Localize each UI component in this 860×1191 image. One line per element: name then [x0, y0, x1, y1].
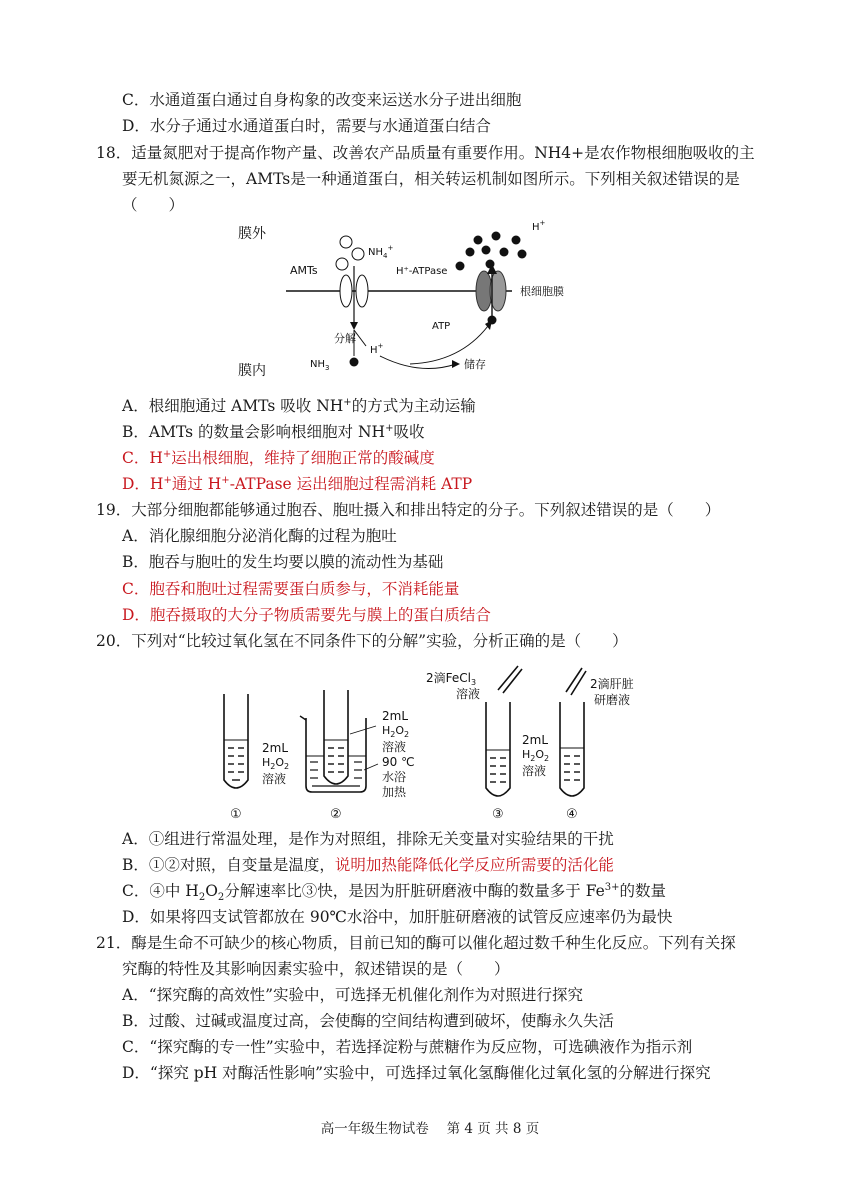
- svg-text:2mL: 2mL: [382, 709, 409, 723]
- outside-label: 膜外: [238, 226, 266, 242]
- nh3-label: $NH_3$: [310, 359, 330, 372]
- svg-text:2mL: 2mL: [262, 741, 289, 755]
- tube-3-label: ③: [492, 807, 504, 822]
- decompose-label: 分解: [334, 332, 356, 345]
- tube-1-label: ①: [230, 807, 242, 822]
- q18-stem-line2: 要无机氮源之一，AMTs是一种通道蛋白，相关转运机制如图所示。下列相关叙述错误的是: [122, 170, 740, 188]
- q21-stem-line2: 究酶的特性及其影响因素实验中，叙述错误的是（ ）: [122, 960, 510, 978]
- inside-label: 膜内: [238, 363, 266, 379]
- liver-dropper: [566, 668, 586, 695]
- q17-option-d: D．水分子通过水通道蛋白时，需要与水通道蛋白结合: [122, 117, 491, 135]
- q18-option-b: B．AMTs 的数量会影响根细胞对 NH+吸收: [122, 422, 425, 441]
- q21-option-d: D．“探究 pH 对酶活性影响”实验中，可选择过氧化氢酶催化过氧化氢的分解进行探究: [122, 1064, 711, 1082]
- q21-option-a: A．“探究酶的高效性”实验中，可选择无机催化剂作为对照进行探究: [122, 986, 584, 1004]
- amts-arrowhead: [350, 322, 358, 330]
- svg-text:2mL: 2mL: [522, 733, 549, 747]
- svg-text:H2O2: $H_2O_2$: [262, 756, 290, 771]
- svg-text:溶液: 溶液: [522, 764, 547, 778]
- q18-option-d: D．H+通过 H+-ATPase 运出细胞过程需消耗 ATP: [122, 474, 473, 493]
- svg-text:研磨液: 研磨液: [594, 693, 631, 707]
- q20-option-c: C．④中 $H_2O_2$分解速率比③快，是因为肝脏研磨液中酶的数量多于 $Fe^{3+}$的数量: [122, 881, 667, 904]
- svg-text:2滴FeCl3: 2滴FeCl$_3$: [426, 671, 477, 687]
- amts-channel-left: [340, 275, 352, 307]
- amts-label: AMTs: [290, 264, 318, 277]
- q18-stem-line1: 18．适量氮肥对于提高作物产量、改善农产品质量有重要作用。NH4+是农作物根细胞吸收的主: [96, 144, 755, 162]
- q17-option-c: C．水通道蛋白通过自身构象的改变来运送水分子进出细胞: [122, 91, 522, 109]
- q20-option-a: A．①组进行常温处理，是作为对照组，排除无关变量对实验结果的干扰: [122, 830, 614, 848]
- tube-2-label: ②: [330, 807, 342, 822]
- bath-temp: 90 ℃: [382, 755, 415, 769]
- membrane-transport-diagram: [230, 214, 590, 386]
- svg-text:溶液: 溶液: [456, 687, 481, 701]
- atp-label: ATP: [432, 321, 451, 332]
- q19-option-d: D．胞吞摄取的大分子物质需要先与膜上的蛋白质结合: [122, 606, 491, 624]
- tube-4-label: ④: [566, 807, 578, 822]
- nh4-label: $NH_4^+$: [368, 244, 394, 260]
- q21-option-b: B．过酸、过碱或温度过高，会使酶的空间结构遭到破坏，使酶永久失活: [122, 1012, 614, 1030]
- svg-text:溶液: 溶液: [262, 772, 287, 786]
- q19-option-a: A．消化腺细胞分泌消化酶的过程为胞吐: [122, 527, 397, 545]
- membrane-label: 根细胞膜: [520, 285, 564, 298]
- page-footer: 高一年级生物试卷 第 4 页 共 8 页: [320, 1121, 540, 1137]
- test-tube-experiment-diagram: [200, 660, 660, 826]
- q20-option-d: D．如果将四支试管都放在 90℃水浴中，加肝脏研磨液的试管反应速率仍为最快: [122, 908, 673, 926]
- tube-1: [224, 694, 248, 788]
- q21-option-c: C．“探究酶的专一性”实验中，若选择淀粉与蔗糖作为反应物，可选碘液作为指示剂: [122, 1038, 693, 1056]
- outside-hplus-label: H+: [532, 219, 546, 233]
- tube-3: [486, 702, 510, 796]
- svg-text:水浴: 水浴: [382, 770, 407, 784]
- q20-option-b: B．①②对照，自变量是温度，说明加热能降低化学反应所需要的活化能: [122, 856, 614, 874]
- tube-2: [324, 690, 348, 784]
- q18-stem-line3: （ ）: [122, 196, 185, 214]
- svg-text:2滴肝脏: 2滴肝脏: [590, 677, 634, 691]
- nh4-particle: [352, 248, 364, 260]
- q20-stem: 20．下列对“比较过氧化氢在不同条件下的分解”实验，分析正确的是（ ）: [96, 632, 628, 650]
- svg-text:溶液: 溶液: [382, 740, 407, 754]
- q19-stem: 19．大部分细胞都能够通过胞吞、胞吐摄入和排出特定的分子。下列叙述错误的是（ ）: [96, 501, 721, 519]
- nh4-particle: [336, 258, 348, 270]
- amts-channel-right: [356, 275, 368, 307]
- q19-option-c: C．胞吞和胞吐过程需要蛋白质参与，不消耗能量: [122, 580, 460, 598]
- store-label: 储存: [464, 358, 486, 371]
- q19-option-b: B．胞吞与胞吐的发生均要以膜的流动性为基础: [122, 553, 444, 571]
- q18-option-a: A．根细胞通过 AMTs 吸收 NH+的方式为主动运输: [122, 396, 476, 415]
- tube-4: [560, 702, 584, 796]
- svg-text:H2O2: $H_2O_2$: [522, 748, 550, 763]
- q21-stem-line1: 21．酶是生命不可缺少的核心物质，目前已知的酶可以催化超过数千种生化反应。下列有关探: [96, 934, 736, 952]
- atpase-label: H⁺-ATPase: [396, 266, 448, 277]
- svg-text:加热: 加热: [382, 785, 407, 799]
- inside-hplus-label: H+: [370, 342, 384, 356]
- nh3-particle: [350, 358, 359, 367]
- nh4-particle: [340, 236, 352, 248]
- fecl3-dropper: [498, 666, 522, 693]
- svg-text:H2O2: $H_2O_2$: [382, 724, 410, 739]
- q18-option-c: C．H+运出根细胞，维持了细胞正常的酸碱度: [122, 448, 435, 467]
